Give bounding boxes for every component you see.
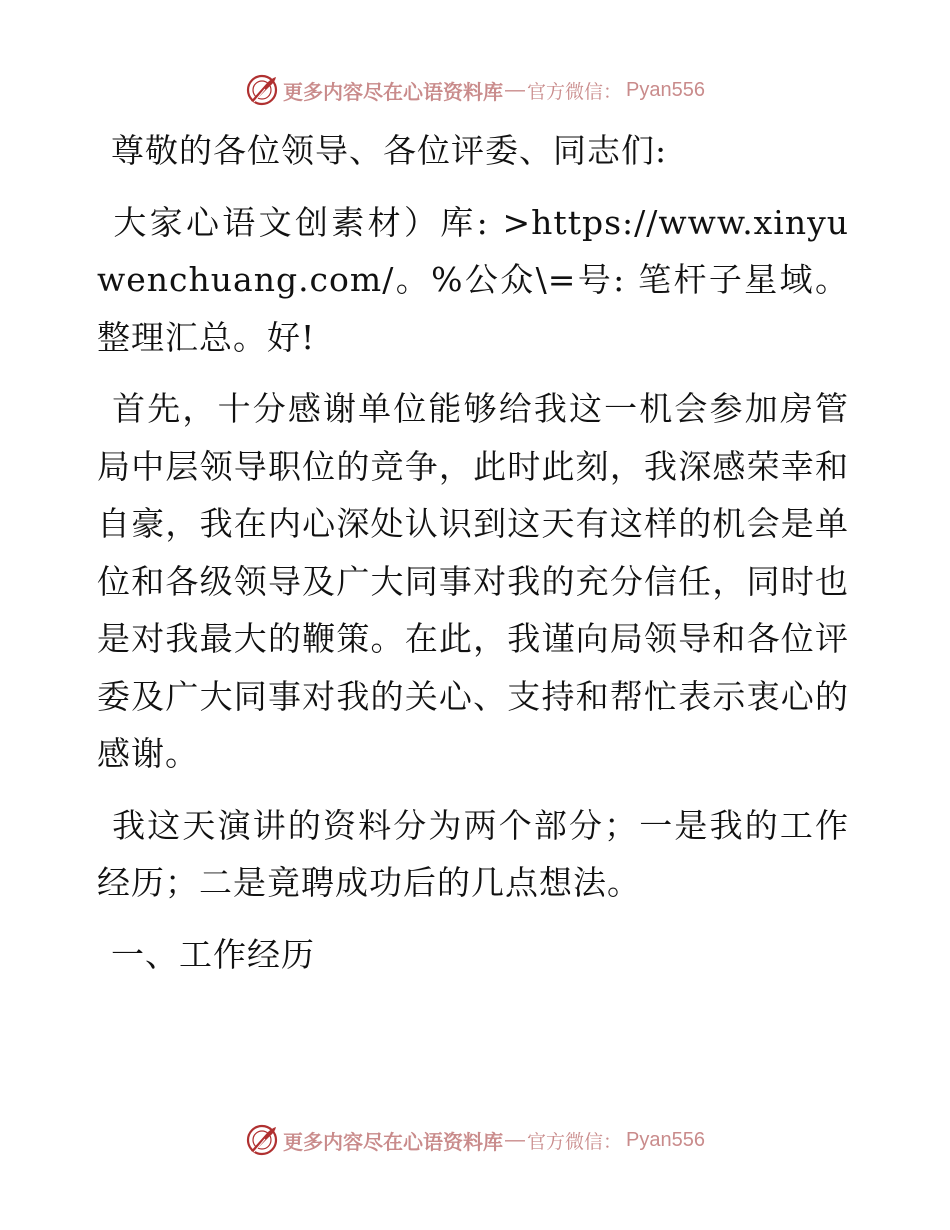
footer-banner xyxy=(0,1120,950,1160)
paragraph-salutation: 尊敬的各位领导、各位评委、同志们: xyxy=(111,131,668,170)
feather-pen-seal-icon xyxy=(245,1123,279,1157)
paragraph-thanks: 首先，十分感谢单位能够给我这一机会参加房管局中层领导职位的竞争，此时此刻，我深感荣幸和自豪，我在内心深处认识到这天有这样的机会是单位和各级领导及广大同事对我的充分信任，同时也是对我最大的鞭策。在此，我谨向局领导和各位评委及广大同事对我的关心、支持和帮忙表示衷心的感谢。 xyxy=(97,389,849,773)
footer-subtitle: 官方微信： xyxy=(527,1130,623,1153)
header-subtitle: 官方微信： xyxy=(527,80,623,103)
footer-title: 更多内容尽在心语资料库 xyxy=(283,1129,503,1154)
footer-separator: — xyxy=(505,1128,525,1151)
footer-wechat-id: Pyan556 xyxy=(626,1128,705,1151)
paragraph-outline: 我这天演讲的资料分为两个部分；一是我的工作经历；二是竟聘成功后的几点想法。 xyxy=(97,805,849,902)
header-separator: — xyxy=(505,78,525,101)
header-wechat-id: Pyan556 xyxy=(626,78,705,101)
document-body xyxy=(97,122,849,997)
header-banner xyxy=(0,70,950,110)
feather-pen-seal-icon xyxy=(245,73,279,107)
section-heading-work-experience: 一、工作经历 xyxy=(111,934,315,974)
header-title: 更多内容尽在心语资料库 xyxy=(283,79,503,104)
paragraph-greeting: 大家心语文创素材）库: >https://www.xinyuwenchuang.com/。%公众\=号: 笔杆子星域。整理汇总。好! xyxy=(97,202,849,357)
